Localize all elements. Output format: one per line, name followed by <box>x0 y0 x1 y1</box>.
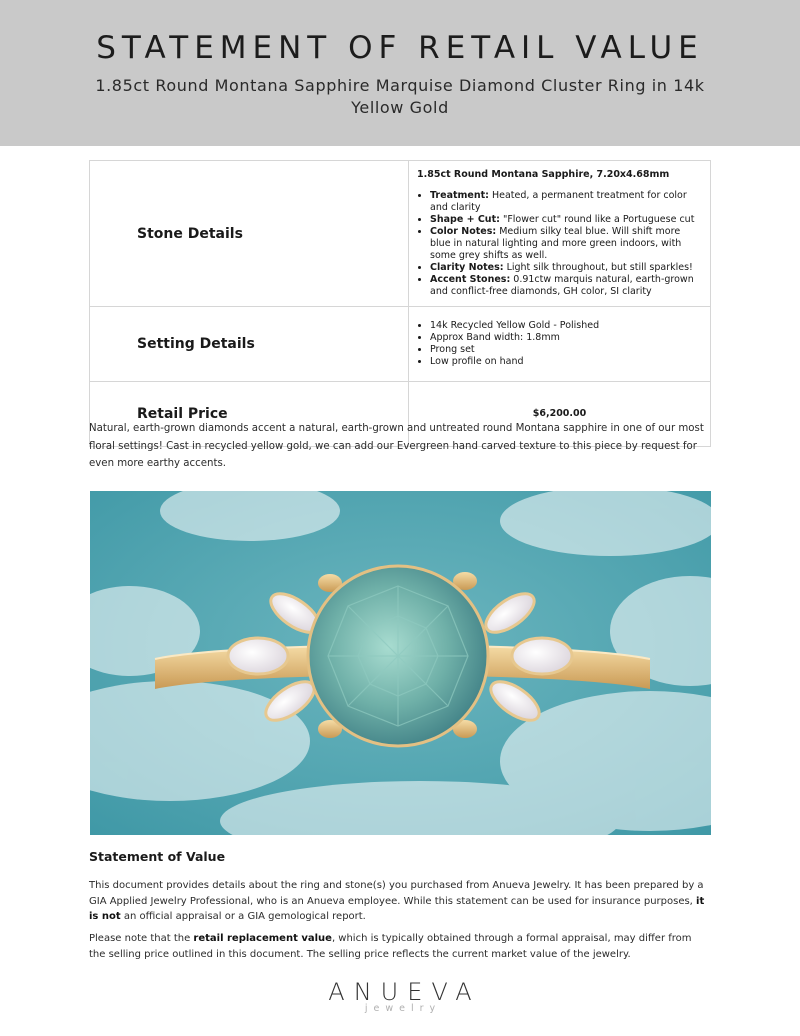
statement-paragraph-1 <box>89 878 711 925</box>
stone-details-label: Stone Details <box>90 161 409 307</box>
list-item: • Low profile on hand <box>430 356 702 368</box>
item-key: Shape + Cut: <box>430 214 500 225</box>
setting-details-row <box>90 307 711 382</box>
setting-details-label: Setting Details <box>90 307 409 382</box>
item-text: Light silk throughout, but still sparkles! <box>506 262 693 273</box>
page-title: STATEMENT OF RETAIL VALUE <box>96 30 704 66</box>
ring-illustration <box>90 491 711 835</box>
stone-details-value <box>409 161 711 307</box>
text-span: , which is typically obtained through a formal appraisal, may differ from the selling price outlined in this document. The selling price reflects the current market value of the jewelry. <box>89 933 692 960</box>
text-span: Please note that the <box>89 933 194 944</box>
logo-name: ANUEVA <box>328 978 481 1006</box>
item-key: Color Notes: <box>430 226 497 237</box>
statement-paragraph-2 <box>89 931 711 962</box>
item-key: Treatment: <box>430 190 489 201</box>
list-item <box>430 274 702 298</box>
list-item <box>430 214 702 226</box>
text-span: This document provides details about the ring and stone(s) you purchased from Anueva Jewelry. It has been prepared by a GIA Applied Jewelry Professional, who is an Anueva employee. While this statement can be used for insurance purposes, <box>89 880 704 907</box>
page-subtitle: 1.85ct Round Montana Sapphire Marquise Diamond Cluster Ring in 14k Yellow Gold <box>95 76 705 117</box>
statement-of-value-title: Statement of Value <box>89 849 226 864</box>
brand-logo <box>300 978 500 1014</box>
list-item: • Approx Band width: 1.8mm <box>430 332 702 344</box>
list-item: • 14k Recycled Yellow Gold - Polished <box>430 320 702 332</box>
setting-details-list <box>417 320 702 368</box>
item-text: "Flower cut" round like a Portuguese cut <box>502 214 695 225</box>
stone-details-row <box>90 161 711 307</box>
details-table <box>89 160 711 447</box>
setting-details-value <box>409 307 711 382</box>
list-item <box>430 226 702 262</box>
item-text: Heated, a permanent treatment for color and clarity <box>430 190 687 213</box>
item-text: Medium silky teal blue. Will shift more blue in natural lighting and more green indoors, with some grey shifts as well. <box>430 226 682 261</box>
list-item <box>430 262 702 274</box>
emphasis-text: retail replacement value <box>193 933 332 944</box>
retail-price-label: Retail Price <box>90 382 409 447</box>
emphasis-text: it is not <box>89 895 705 923</box>
intro-paragraph: Natural, earth-grown diamonds accent a natural, earth-grown and untreated round Montana sapphire in one of our most floral settings! Cast in recycled yellow gold, we can add our Evergreen hand carved texture to this piece by request for even more earthy accents. <box>89 423 704 469</box>
retail-price-value: $6,200.00 <box>409 382 711 447</box>
list-item <box>430 190 702 214</box>
text-span: an official appraisal or a GIA gemological report. <box>120 911 366 923</box>
stone-title: 1.85ct Round Montana Sapphire, 7.20x4.68mm <box>417 169 670 180</box>
header-banner <box>0 0 800 146</box>
list-item: • Prong set <box>430 344 702 356</box>
item-text: 0.91ctw marquis natural, earth-grown and conflict-free diamonds, GH color, SI clarity <box>430 274 694 297</box>
stone-details-list <box>417 190 702 298</box>
logo-subtitle: jewelry <box>364 1003 442 1014</box>
ring-photo <box>90 491 711 835</box>
item-key: Clarity Notes: <box>430 262 504 273</box>
item-key: Accent Stones: <box>430 274 511 285</box>
